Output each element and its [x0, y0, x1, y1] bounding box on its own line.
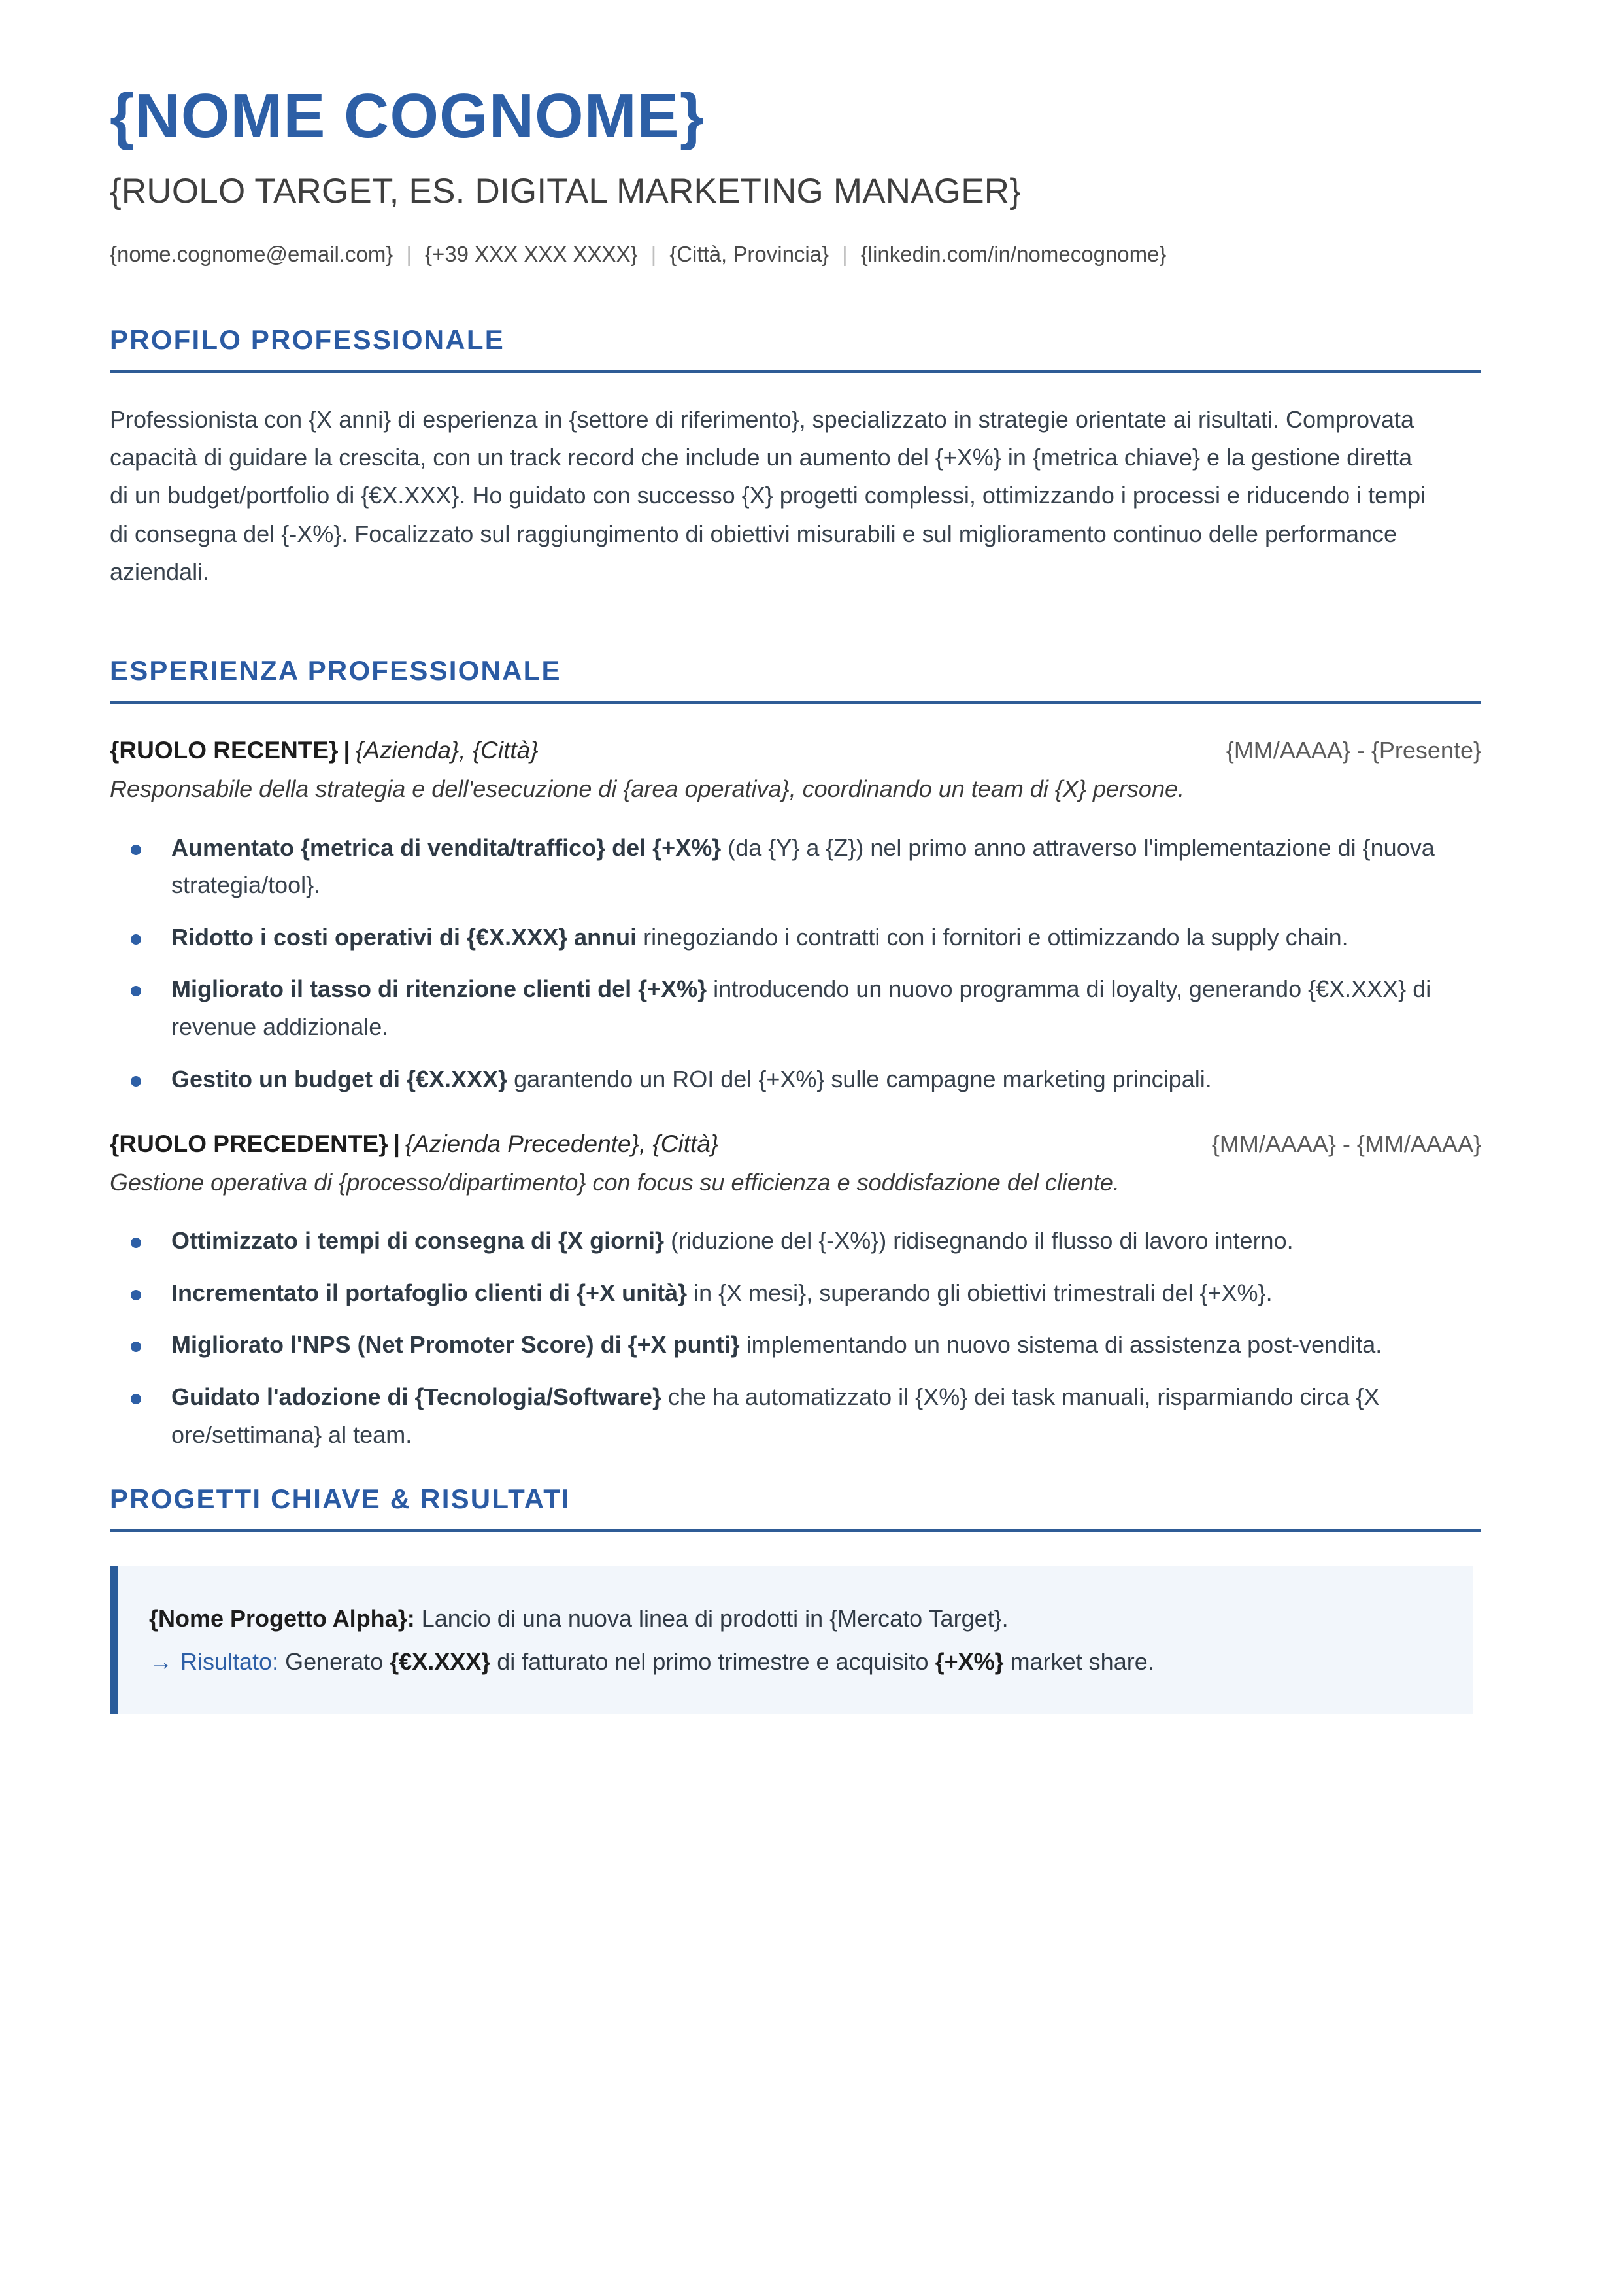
result-text-pre: Generato: [278, 1647, 390, 1675]
section-esperienza-professionale: [110, 591, 1482, 1453]
project-callout: [110, 1566, 1473, 1714]
job-role: {RUOLO PRECEDENTE}: [110, 1130, 388, 1158]
job-company: {Azienda Precedente}, {Città}: [405, 1130, 719, 1158]
result-market-share: {+X%}: [935, 1647, 1004, 1675]
bullet-highlight: Guidato l'adozione di {Tecnologia/Software}: [171, 1383, 661, 1410]
section-progetti-chiave-risultati: [110, 1453, 1482, 1714]
contact-line: [110, 212, 1313, 271]
job-title-separator: |: [393, 1130, 400, 1158]
bullet-dot-icon: [110, 1283, 171, 1305]
bullet-highlight: Incrementato il portafoglio clienti di {+X unità}: [171, 1279, 688, 1306]
job-summary: Gestione operativa di {processo/dipartimento} con focus su efficienza e soddisfazione del cliente.: [110, 1169, 1120, 1196]
list-item: [110, 1207, 1482, 1260]
job-title-line: [110, 1128, 718, 1160]
contact-linkedin[interactable]: {linkedin.com/in/nomecognome}: [860, 242, 1167, 267]
contact-separator: |: [406, 242, 412, 267]
list-item: [110, 1364, 1482, 1453]
bullet-text: introducendo un nuovo programma di loyalty, generando {€X.XXX} di revenue addizionale.: [171, 975, 1431, 1040]
bullet-text: (riduzione del {-X%}) ridisegnando il flusso di lavoro interno.: [664, 1227, 1294, 1255]
result-amount: {€X.XXX}: [390, 1647, 491, 1675]
bullet-highlight: Gestito un budget di {€X.XXX}: [171, 1065, 508, 1092]
bullet-dot-icon: [110, 979, 171, 1001]
section-divider: [110, 1529, 1481, 1532]
contact-location: {Città, Provincia}: [669, 242, 829, 267]
section-profilo-professionale: [110, 272, 1482, 592]
bullet-text: garantendo un ROI del {+X%} sulle campagne marketing principali.: [507, 1065, 1212, 1092]
bullet-highlight: Migliorato il tasso di ritenzione clienti del {+X%}: [171, 975, 707, 1003]
bullet-highlight: Aumentato {metrica di vendita/traffico} del {+X%}: [171, 834, 722, 861]
contact-separator: |: [650, 242, 657, 267]
bullet-text: (da {Y} a {Z}) nel primo anno attraverso l'implementazione di {nuova strategia/tool}.: [171, 834, 1435, 899]
job-dates: {MM/AAAA} - {MM/AAAA}: [1211, 1130, 1481, 1158]
bullet-dot-icon: [110, 1230, 171, 1253]
job-bullet-list: [110, 807, 1482, 1098]
result-text-mid: di fatturato nel primo trimestre e acquisito: [490, 1647, 935, 1675]
job-bullet-list: [110, 1200, 1482, 1453]
list-item: [110, 1260, 1482, 1312]
bullet-highlight: Ridotto i costi operativi di {€X.XXX} annui: [171, 923, 637, 951]
job-dates: {MM/AAAA} - {Presente}: [1226, 737, 1481, 764]
bullet-dot-icon: [110, 837, 171, 860]
list-item: [110, 815, 1482, 904]
list-item: [110, 1046, 1482, 1098]
job-entry: [110, 704, 1482, 1098]
bullet-text: che ha automatizzato il {X%} dei task manuali, risparmiando circa {X ore/settimana} al team.: [171, 1383, 1380, 1448]
cv-content: [110, 0, 1482, 1714]
bullet-text: implementando un nuovo sistema di assistenza post-vendita.: [739, 1331, 1382, 1359]
job-title-separator: |: [343, 737, 350, 764]
section-heading: ESPERIENZA PROFESSIONALE: [110, 655, 561, 686]
list-item: [110, 956, 1482, 1045]
bullet-dot-icon: [110, 1334, 171, 1357]
list-item: [110, 904, 1482, 956]
section-heading: PROGETTI CHIAVE & RISULTATI: [110, 1483, 571, 1515]
project-name: {Nome Progetto Alpha}:: [149, 1605, 415, 1632]
result-text-post: market share.: [1003, 1647, 1154, 1675]
result-label: Risultato:: [180, 1647, 279, 1675]
bullet-highlight: Ottimizzato i tempi di consegna di {X giorni}: [171, 1227, 665, 1255]
contact-separator: |: [842, 242, 848, 267]
job-company: {Azienda}, {Città}: [355, 737, 539, 764]
job-role: {RUOLO RECENTE}: [110, 737, 339, 764]
profile-paragraph: Professionista con {X anni} di esperienza in {settore di riferimento}, specializzato in strategie orientate ai risultati. Comprovata capacità di guidare la crescita, con un track record che include un aumento del {+X%} in {metrica chiave} e la gestione diretta di un budget/portfolio di {€X.XXX}. Ho guidato con successo {X} progetti complessi, ottimizzando i processi e riducendo i tempi di consegna del {-X%}. Focalizzato sul raggiungimento di obiettivi misurabili e sul miglioramento continuo delle performance aziendali.: [110, 405, 1426, 586]
contact-email[interactable]: {nome.cognome@email.com}: [110, 242, 393, 267]
bullet-dot-icon: [110, 1069, 171, 1091]
contact-phone[interactable]: {+39 XXX XXX XXXX}: [424, 242, 638, 267]
job-entry: [110, 1098, 1482, 1453]
job-title-line: [110, 734, 539, 767]
project-description-line: [149, 1600, 1447, 1637]
list-item: [110, 1311, 1482, 1364]
target-role-subtitle: {RUOLO TARGET, ES. DIGITAL MARKETING MANAGER}: [110, 171, 1022, 211]
project-description: Lancio di una nuova linea di prodotti in {Mercato Target}.: [414, 1605, 1009, 1632]
bullet-dot-icon: [110, 1387, 171, 1409]
bullet-text: in {X mesi}, superando gli obiettivi trimestrali del {+X%}.: [687, 1279, 1273, 1306]
section-heading: PROFILO PROFESSIONALE: [110, 324, 505, 355]
page-title: {NOME COGNOME}: [110, 81, 705, 151]
project-result-line: [149, 1637, 1447, 1680]
arrow-right-icon: →: [149, 1647, 173, 1675]
bullet-dot-icon: [110, 927, 171, 949]
job-summary: Responsabile della strategia e dell'esecuzione di {area operativa}, coordinando un team di {X} persone.: [110, 775, 1184, 803]
job-header: [110, 734, 1481, 767]
bullet-highlight: Migliorato l'NPS (Net Promoter Score) di {+X punti}: [171, 1331, 740, 1359]
job-header: [110, 1128, 1481, 1160]
bullet-text: rinegoziando i contratti con i fornitori e ottimizzando la supply chain.: [637, 923, 1348, 951]
cv-header: [110, 0, 1482, 272]
